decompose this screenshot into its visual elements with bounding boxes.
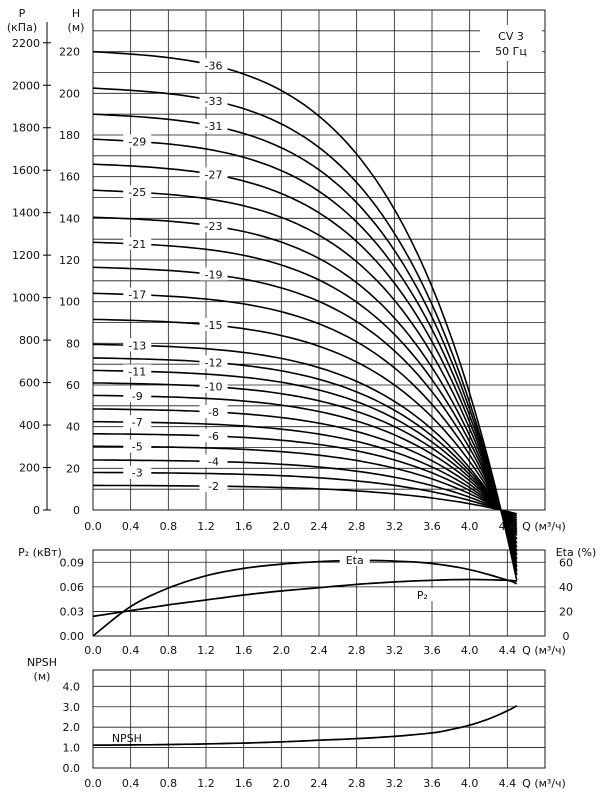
curve-eta — [93, 560, 517, 636]
curve--19 — [93, 267, 517, 547]
tick-label-q: 4.0 — [460, 520, 479, 533]
tick-label-q: 0.4 — [121, 644, 140, 657]
tick-label-q: 3.6 — [423, 520, 441, 533]
tick-label-p2: 0.00 — [59, 630, 84, 643]
tick-label-q: 1.2 — [197, 644, 215, 657]
axis-label-q: Q (м³/ч) — [522, 520, 566, 533]
tick-label-q: 0.0 — [84, 777, 102, 790]
tick-label-q: 0.4 — [121, 520, 140, 533]
tick-label-q: 3.2 — [385, 644, 404, 657]
tick-label-p2: 0.06 — [59, 580, 84, 594]
curve-label: -6 — [208, 430, 220, 444]
axis-label-q: Q (м³/ч) — [522, 644, 566, 657]
note-model: CV 3 — [498, 30, 524, 43]
curve-label: -15 — [204, 319, 223, 333]
tick-label-p: 1000 — [12, 291, 40, 305]
tick-label-p: 2000 — [12, 79, 40, 93]
tick-label-q: 2.4 — [310, 644, 328, 657]
curve-label: -36 — [204, 59, 223, 73]
curve-label: -21 — [128, 237, 147, 251]
tick-label-q: 0.0 — [84, 520, 102, 533]
curve-label: -9 — [131, 390, 143, 404]
tick-label-h: 20 — [66, 462, 80, 476]
curve-label: -23 — [204, 220, 223, 234]
tick-label-q: 1.6 — [234, 520, 253, 533]
curve-label: -29 — [128, 135, 147, 149]
tick-label-q: 2.8 — [347, 520, 366, 533]
curve-label: -3 — [131, 466, 143, 480]
axis-label-npsh-unit: (м) — [33, 670, 51, 683]
tick-label-npsh: 2.0 — [62, 721, 80, 735]
note-frequency: 50 Гц — [495, 45, 527, 58]
tick-label-h: 140 — [59, 212, 80, 226]
tick-label-q: 1.6 — [234, 644, 253, 657]
curve-label: -17 — [128, 288, 147, 302]
tick-label-p: 400 — [19, 419, 40, 433]
curve-npsh — [93, 706, 517, 745]
tick-label-npsh: 3.0 — [62, 700, 80, 714]
tick-label-h: 120 — [59, 254, 80, 267]
tick-label-q: 1.6 — [234, 777, 253, 790]
tick-label-p: 1400 — [12, 206, 40, 220]
tick-label-q: 2.8 — [347, 644, 366, 657]
tick-label-p: 2200 — [12, 36, 40, 50]
tick-label-p: 1600 — [12, 164, 40, 178]
curve--17 — [93, 293, 517, 543]
curve--3 — [93, 473, 517, 516]
curve--10 — [93, 380, 517, 530]
tick-label-q: 2.0 — [272, 644, 291, 657]
tick-label-h: 80 — [66, 337, 80, 351]
tick-label-q: 2.0 — [272, 520, 291, 533]
tick-label-q: 0.8 — [159, 644, 178, 657]
tick-label-q: 1.2 — [197, 777, 215, 790]
tick-label-p: 1200 — [12, 249, 40, 263]
tick-label-q: 2.4 — [310, 520, 328, 533]
tick-label-h: 200 — [59, 87, 80, 101]
curve-label: -11 — [128, 365, 147, 379]
text-layer — [7, 7, 596, 790]
tick-label-q: 3.2 — [385, 777, 404, 790]
tick-label-q: 0.8 — [159, 520, 178, 533]
curve-label: -4 — [208, 455, 220, 469]
tick-label-h: 60 — [66, 379, 80, 392]
axis-label-eta: Eta (%) — [555, 546, 597, 559]
tick-label-h: 180 — [59, 129, 80, 142]
curve-label: -27 — [204, 168, 223, 182]
tick-label-p: 200 — [19, 461, 40, 475]
curve-label: -25 — [128, 186, 147, 200]
series-label-p2: P₂ — [416, 589, 428, 602]
tick-label-q: 4.0 — [460, 644, 479, 657]
tick-label-q: 3.6 — [423, 644, 441, 657]
tick-label-q: 0.8 — [159, 777, 178, 790]
curve--29 — [93, 139, 517, 567]
tick-label-h: 40 — [66, 420, 80, 434]
tick-label-h: 220 — [59, 45, 80, 59]
curve-p2 — [93, 580, 517, 617]
tick-label-q: 4.4 — [498, 777, 517, 790]
tick-label-h: 100 — [59, 295, 80, 309]
curve--9 — [93, 395, 517, 527]
tick-label-q: 2.8 — [347, 777, 366, 790]
tick-label-p: 1800 — [12, 121, 40, 135]
tick-label-h: 0 — [73, 504, 80, 517]
tick-label-p: 600 — [19, 376, 40, 390]
curve-label: -19 — [204, 268, 223, 282]
axis-label-p2: P₂ (кВт) — [18, 546, 62, 559]
tick-label-q: 1.2 — [197, 520, 215, 533]
tick-label-npsh: 4.0 — [62, 680, 80, 694]
tick-label-p2: 0.03 — [59, 605, 84, 619]
series-label-eta: Eta — [345, 554, 364, 567]
axis-label-q: Q (м³/ч) — [522, 777, 566, 790]
curve-label: -13 — [128, 339, 147, 353]
tick-label-p2: 0.09 — [59, 556, 84, 570]
tick-label-eta: 0 — [562, 630, 570, 643]
axis-label-p-unit: (кПа) — [6, 21, 38, 34]
tick-label-npsh: 1.0 — [62, 741, 80, 755]
tick-label-npsh: 0.0 — [62, 762, 80, 775]
curve-label: -33 — [204, 94, 223, 108]
curve-label: -8 — [208, 405, 220, 419]
series-label-npsh: NPSH — [111, 732, 142, 745]
tick-label-q: 3.2 — [385, 520, 404, 533]
axis-label-p: P — [18, 7, 26, 20]
axis-label-h: H — [71, 7, 81, 20]
tick-label-eta: 40 — [559, 580, 573, 594]
tick-label-q: 0.0 — [84, 644, 102, 657]
tick-label-q: 2.4 — [310, 777, 328, 790]
tick-label-q: 4.0 — [460, 777, 479, 790]
tick-label-eta: 60 — [559, 556, 573, 570]
curve-label: -5 — [131, 440, 143, 454]
tick-label-q: 4.4 — [498, 520, 517, 533]
curve-label: -10 — [204, 380, 223, 394]
axis-label-npsh: NPSH — [26, 656, 58, 669]
tick-label-eta: 20 — [559, 605, 573, 619]
curve-label: -31 — [204, 120, 223, 134]
tick-label-p: 800 — [19, 334, 40, 348]
curve-label: -2 — [208, 480, 220, 494]
curve-label: -7 — [131, 416, 143, 430]
axis-label-h-unit: (м) — [67, 21, 85, 34]
tick-label-q: 3.6 — [423, 777, 441, 790]
tick-label-q: 2.0 — [272, 777, 291, 790]
curve--15 — [93, 319, 517, 539]
tick-label-q: 0.4 — [121, 777, 140, 790]
tick-label-q: 4.4 — [498, 644, 517, 657]
curve-label: -12 — [204, 356, 223, 370]
tick-label-h: 160 — [59, 170, 80, 184]
tick-label-p: 0 — [33, 504, 40, 517]
